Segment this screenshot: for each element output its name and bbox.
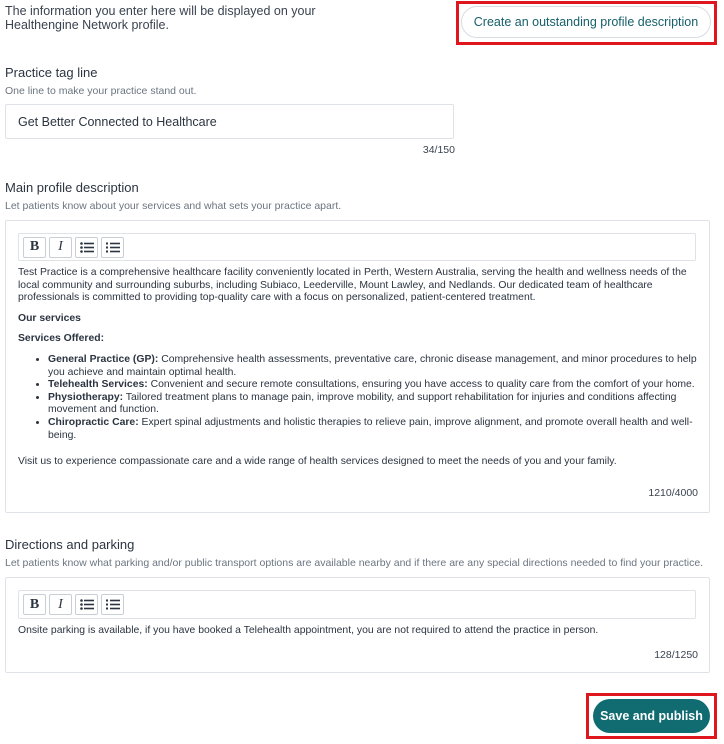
description-counter: 1210/4000 (648, 487, 698, 499)
description-paragraph: Test Practice is a comprehensive healthcare facility conveniently located in Perth, Western Australia, serving the health and wellness needs of the local community and surrounding suburbs, including Subiaco, Leederville, Mount Lawley, and Nedlands. Our dedicated team of healthcare professionals is committed to providing top-quality care with a focus on personalized, patient-centered treatment. (18, 267, 687, 304)
list-item (48, 379, 698, 392)
numbered-list-button[interactable] (101, 237, 124, 258)
service-text: Expert spinal adjustments and holistic therapies to relieve pain, improve alignment, and promote overall health and well-being. (48, 416, 693, 441)
list-item (48, 392, 698, 417)
services-heading: Our services (18, 312, 81, 324)
list-item (48, 354, 698, 379)
description-content[interactable] (18, 267, 698, 469)
tagline-input[interactable]: Get Better Connected to Healthcare (5, 104, 454, 139)
bullet-list-icon (80, 242, 94, 253)
intro-text: The information you enter here will be displayed on your Healthengine Network profile. (5, 4, 316, 32)
directions-help: Let patients know what parking and/or public transport options are available nearby and if there are any special directions needed to find your practice. (5, 557, 704, 569)
numbered-list-icon (106, 242, 120, 253)
service-name: General Practice (GP): (48, 353, 159, 365)
description-label: Main profile description (5, 180, 139, 195)
directions-content[interactable]: Onsite parking is available, if you have booked a Telehealth appointment, you are not required to attend the practice in person. (18, 625, 599, 636)
bold-button[interactable]: B (23, 594, 46, 615)
tagline-counter: 34/150 (422, 144, 455, 156)
description-toolbar (18, 233, 696, 261)
bold-button[interactable]: B (23, 237, 46, 258)
description-help: Let patients know about your services and what sets your practice apart. (5, 200, 342, 212)
save-and-publish-button[interactable]: Save and publish (593, 699, 710, 733)
service-name: Physiotherapy: (48, 391, 124, 403)
directions-toolbar (18, 590, 696, 619)
service-text: Comprehensive health assessments, preventative care, chronic disease management, and minor procedures to help you achieve and maintain optimal health. (48, 353, 697, 378)
directions-counter: 128/1250 (654, 649, 698, 661)
service-text: Tailored treatment plans to manage pain, improve mobility, and support rehabilitation for injuries and conditions affecting movement and function. (48, 391, 677, 416)
service-name: Telehealth Services: (48, 379, 148, 391)
tagline-label: Practice tag line (5, 65, 98, 80)
tagline-help: One line to make your practice stand out. (5, 85, 197, 97)
directions-editor[interactable] (5, 577, 710, 673)
bullet-list-button[interactable] (75, 237, 98, 258)
closing-paragraph: Visit us to experience compassionate care and a wide range of health services designed to meet the needs of you and your family. (18, 456, 617, 468)
service-name: Chiropractic Care: (48, 416, 139, 428)
list-item (48, 417, 698, 442)
profile-description-help-button[interactable]: Create an outstanding profile description (461, 6, 711, 38)
numbered-list-button[interactable] (101, 594, 124, 615)
description-editor[interactable] (5, 220, 710, 513)
directions-label: Directions and parking (5, 537, 135, 552)
numbered-list-icon (106, 599, 120, 610)
services-list (18, 354, 698, 442)
bullet-list-button[interactable] (75, 594, 98, 615)
services-offered-heading: Services Offered: (18, 333, 105, 345)
bullet-list-icon (80, 599, 94, 610)
service-text: Convenient and secure remote consultations, ensuring you have access to quality care from the comfort of your home. (147, 379, 695, 391)
italic-button[interactable]: I (49, 237, 72, 258)
italic-button[interactable]: I (49, 594, 72, 615)
